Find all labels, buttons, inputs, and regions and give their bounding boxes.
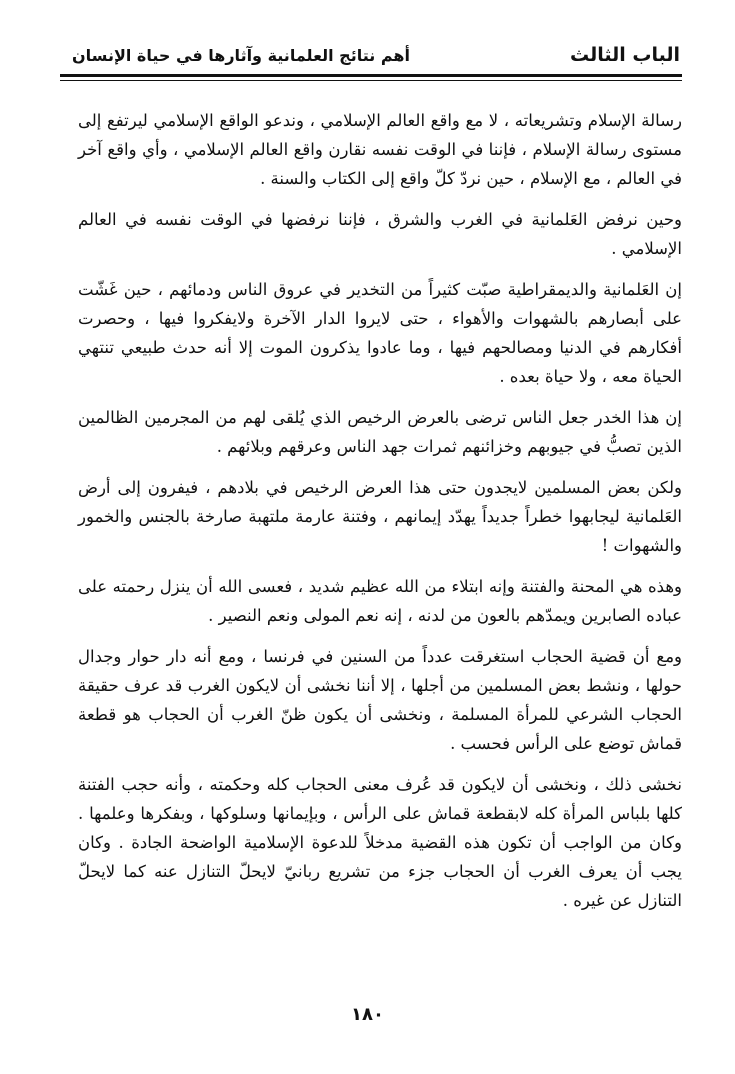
- page-body: [78, 106, 682, 927]
- paragraph-4: إن هذا الخدر جعل الناس ترضى بالعرض الرخيص الذي يُلقى لهم من المجرمين الظالمين الذين تصبُّ في جيوبهم وخزائنهم ثمرات جهد الناس وعرقهم وبلائهم .: [78, 408, 682, 456]
- chapter-label: الباب الثالث: [569, 44, 680, 66]
- paragraph-2: وحين نرفض العَلمانية في الغرب والشرق ، فإننا نرفضها في الوقت نفسه في العالم الإسلامي .: [78, 210, 682, 258]
- paragraph-3: إن العَلمانية والديمقراطية صبّت كثيراً من التخدير في عروق الناس ودمائهم ، حين غَشّت على أبصارهم بالشهوات والأهواء ، حتى لايروا الدار الآخرة ولايفكروا فيها ، وحصرت أفكارهم في الدنيا ومصالحهم فيها ، وما عادوا يذكرون الموت إلا أنه حدث طبيعي تنتهي الحياة معه ، ولا حياة بعده .: [78, 280, 682, 386]
- header-rule-thin: [60, 80, 682, 81]
- header-rule-thick: [60, 74, 682, 77]
- page-number: ١٨٠: [351, 1004, 384, 1025]
- page-header: [60, 40, 680, 72]
- paragraph-8: نخشى ذلك ، ونخشى أن لايكون قد عُرف معنى الحجاب كله وحكمته ، وأنه حجب الفتنة كلها بلباس المرأة كله لابقطعة قماش على الرأس ، وبإيمانها وسلوكها ، وبفكرها وعلمها . وكان من الواجب أن تكون هذه القضية مدخلاً للدعوة الإسلامية الواضحة الجادة . وكان يجب أن يعرف الغرب أن الحجاب جزء من تشريع ربانيّ لايحلّ التنازل عنه كما لايحلّ التنازل عن غيره .: [78, 775, 682, 910]
- paragraph-1: رسالة الإسلام وتشريعاته ، لا مع واقع العالم الإسلامي ، وندعو الواقع الإسلامي ليرتفع إلى مستوى رسالة الإسلام ، فإننا في الوقت نفسه نقارن واقع العالم الإسلامي ، وأي واقع آخر في العالم ، مع الإسلام ، حين نردّ كلّ واقع إلى الكتاب والسنة .: [78, 111, 682, 188]
- running-title: أهم نتائج العلمانية وآثارها في حياة الإنسان: [72, 46, 410, 65]
- paragraph-7: ومع أن قضية الحجاب استغرقت عدداً من السنين في فرنسا ، ومع أنه دار حوار وجدال حولها ، ونشط بعض المسلمين من أجلها ، إلا أننا نخشى أن لايكون الغرب قد عرف حقيقة الحجاب الشرعي للمرأة المسلمة ، ونخشى أن يكون ظنّ الغرب أن الحجاب هو قطعة قماش توضع على الرأس فحسب .: [78, 647, 682, 753]
- paragraph-5: ولكن بعض المسلمين لايجدون حتى هذا العرض الرخيص في بلادهم ، فيفرون إلى أرض العَلمانية ليجابهوا خطراً جديداً يهدّد إيمانهم ، وفتنة عارمة ملتهبة صارخة بالجنس والخمور والشهوات !: [78, 478, 682, 555]
- paragraph-6: وهذه هي المحنة والفتنة وإنه ابتلاء من الله عظيم شديد ، فعسى الله أن ينزل رحمته على عباده الصابرين ويمدّهم بالعون من لدنه ، إنه نعم المولى ونعم النصير .: [78, 577, 682, 625]
